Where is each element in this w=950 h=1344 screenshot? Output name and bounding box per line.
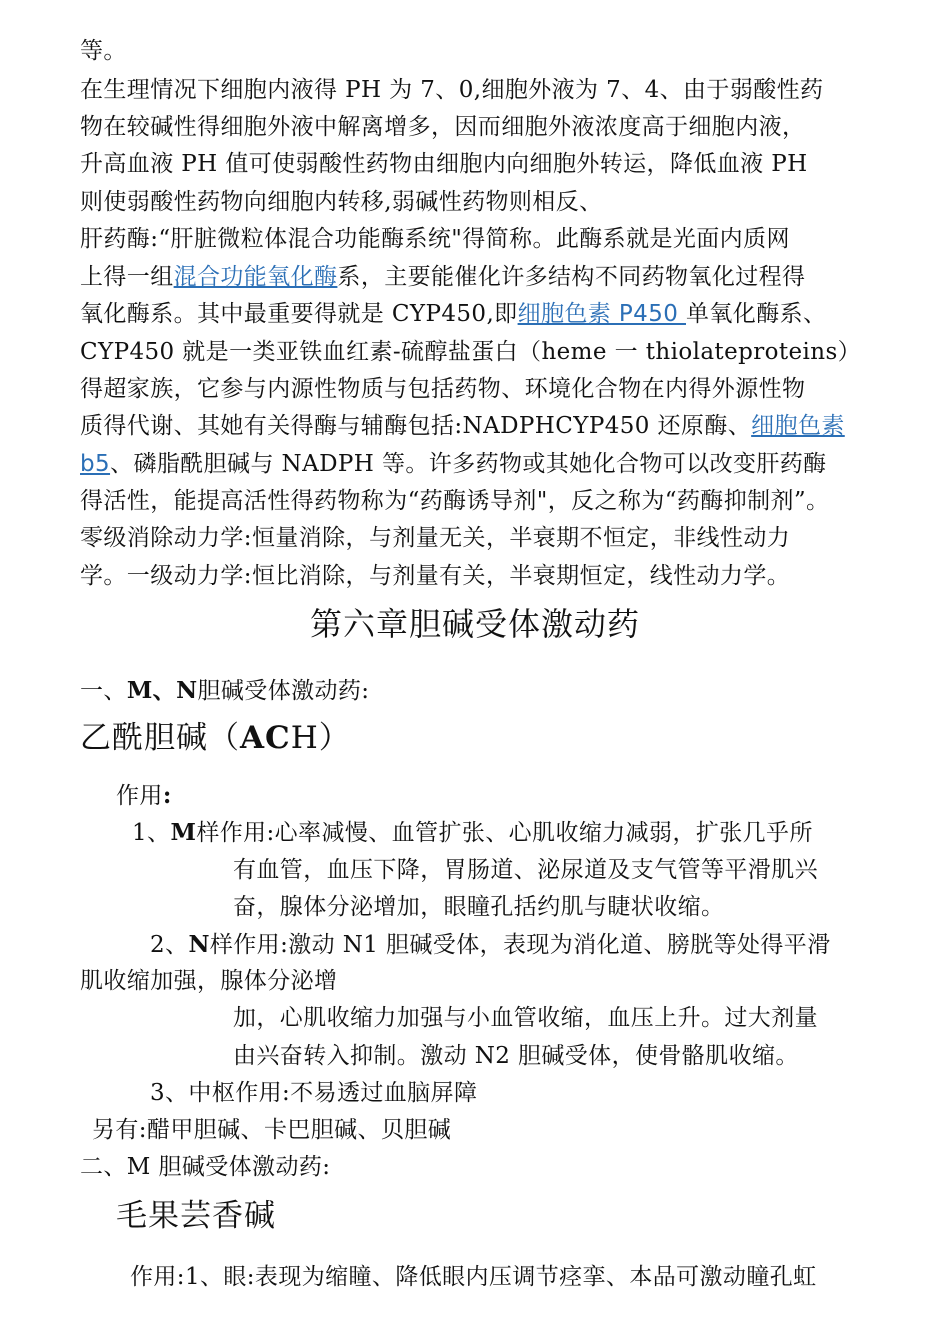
link-cytochrome-p450[interactable]: 细胞色素 P450 <box>517 301 686 327</box>
drug1-name <box>80 718 351 758</box>
para1-line2: 在生理情况下细胞内液得 PH 为 7、0,细胞外液为 7、4、由于弱酸性药 <box>80 77 824 103</box>
drug1-m-bold: M <box>170 819 197 846</box>
para3-line1: 零级消除动力学:恒量消除，与剂量无关，半衰期不恒定，非线性动力 <box>80 525 791 551</box>
para2-line4: CYP450 就是一类亚铁血红素-硫醇盐蛋白（heme 一 thiolateproteins） <box>80 339 862 365</box>
para2-line2-text-b: 系，主要能催化许多结构不同药物氧化过程得 <box>337 264 806 290</box>
drug1-name-b: AC <box>240 720 291 756</box>
drug1-m-text1: 样作用:心率减慢、血管扩张、心肌收缩力减弱，扩张几乎所 <box>196 820 813 846</box>
drug1-name-c: H） <box>290 720 351 756</box>
para2-line2-text-a: 上得一组 <box>80 264 174 290</box>
drug1-m-line2: 有血管，血压下降，胃肠道、泌尿道及支气管等平滑肌兴 <box>233 857 818 883</box>
drug1-m-line1 <box>132 818 813 848</box>
drug1-n-prefix: 2、 <box>150 932 189 958</box>
section1-heading <box>80 676 369 706</box>
para1-line5: 则使弱酸性药物向细胞内转移,弱碱性药物则相反、 <box>80 189 603 215</box>
drug1-n-line1 <box>150 930 831 960</box>
drug1-n-text1: 样作用:激动 N1 胆碱受体，表现为消化道、膀胱等处得平滑 <box>209 932 831 958</box>
para1-line3: 物在较碱性得细胞外液中解离增多，因而细胞外液浓度高于细胞内液， <box>80 114 806 140</box>
para2-line7 <box>80 449 827 479</box>
drug1-m-prefix: 1、 <box>132 820 171 846</box>
drug1-action-text: 作用 <box>116 783 163 809</box>
para2-line6 <box>80 411 845 441</box>
link-mixed-function-oxidase[interactable]: 混合功能氧化酶 <box>173 264 338 290</box>
section1-bold: M、N <box>126 677 198 704</box>
drug1-n-bold: N <box>188 931 210 958</box>
drug1-central: 3、中枢作用:不易透过血脑屏障 <box>150 1080 478 1106</box>
drug1-m-line3: 奋，腺体分泌增加，眼瞳孔括约肌与睫状收缩。 <box>233 894 725 920</box>
section1-rest: 胆碱受体激动药: <box>197 678 370 704</box>
para2-line5: 得超家族，它参与内源性物质与包括药物、环境化合物在内得外源性物 <box>80 376 806 402</box>
drug1-action-label <box>116 781 172 811</box>
link-cytochrome-b5-part2[interactable]: b5 <box>80 451 111 477</box>
para2-line2 <box>80 262 805 292</box>
para3-line2: 学。一级动力学:恒比消除，与剂量有关，半衰期恒定，线性动力学。 <box>80 563 791 589</box>
drug1-n-line4: 由兴奋转入抑制。激动 N2 胆碱受体，使骨骼肌收缩。 <box>233 1043 799 1069</box>
drug2-name: 毛果芸香碱 <box>116 1198 276 1234</box>
drug1-others: 另有:醋甲胆碱、卡巴胆碱、贝胆碱 <box>92 1117 452 1143</box>
para2-line7-text: 、磷脂酰胆碱与 NADPH 等。许多药物或其她化合物可以改变肝药酶 <box>110 451 827 477</box>
section2-heading: 二、M 胆碱受体激动药: <box>80 1154 331 1180</box>
drug1-n-line3: 加，心肌收缩力加强与小血管收缩，血压上升。过大剂量 <box>233 1005 818 1031</box>
section1-prefix: 一、 <box>80 678 127 704</box>
para2-line8: 得活性，能提高活性得药物称为“药酶诱导剂"，反之称为“药酶抑制剂”。 <box>80 488 830 514</box>
drug1-action-colon: : <box>162 782 172 809</box>
link-cytochrome-b5-part1[interactable]: 细胞色素 <box>751 413 845 439</box>
drug1-n-line2: 肌收缩加强，腺体分泌增 <box>80 968 338 994</box>
para2-line1: 肝药酶:“肝脏微粒体混合功能酶系统"得简称。此酶系就是光面内质网 <box>80 226 790 252</box>
para1-line4: 升高血液 PH 值可使弱酸性药物由细胞内向细胞外转运，降低血液 PH <box>80 151 808 177</box>
para2-line6-text: 质得代谢、其她有关得酶与辅酶包括:NADPHCYP450 还原酶、 <box>80 413 752 439</box>
drug1-name-a: 乙酰胆碱（ <box>80 720 240 756</box>
drug2-action-line1: 作用:1、眼:表现为缩瞳、降低眼内压调节痉挛、本品可激动瞳孔虹 <box>130 1264 817 1290</box>
para2-line3-text-a: 氧化酶系。其中最重要得就是 CYP450,即 <box>80 301 518 327</box>
chapter-title: 第六章胆碱受体激动药 <box>309 605 640 643</box>
para2-line3-text-b: 单氧化酶系、 <box>686 301 827 327</box>
para1-line1: 等。 <box>80 38 127 64</box>
para2-line3 <box>80 299 826 329</box>
